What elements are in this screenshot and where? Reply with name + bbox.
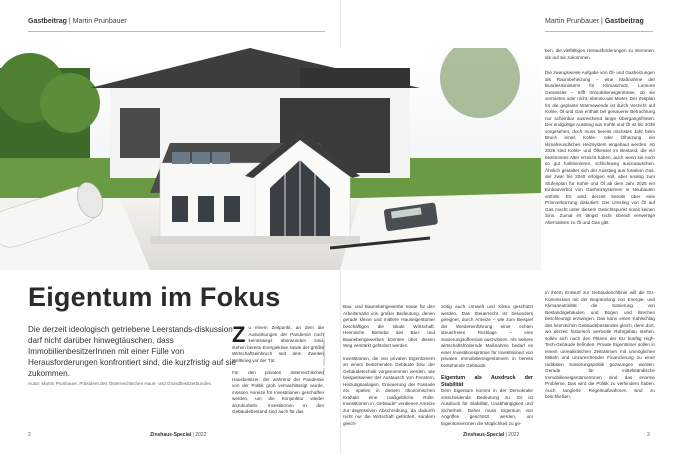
footer-magazine-name: Zinshaus-Special	[150, 432, 192, 438]
footer-page-number: 3	[647, 432, 650, 438]
left-column-1	[232, 325, 324, 425]
col2-paragraph-1: Bau- und Baunebengewerbe sowie für den Arbeitsmarkt von großer Bedeutung, denen gerade kleine und mittlere Hauseigentümer beschäftigen die lokale Wirtschaft. Heimische Betriebe des Bau- und Baunebengewerbes könnten über diesen Weg verstärkt gefördert werden.	[343, 304, 435, 348]
col1-paragraph-1: u einem Zeitpunkt, an dem die Auswirkungen der Pandemie noch keineswegs überwunden sind, stehen bereits Energiekrise sowie der größte Wirtschaftseinbruch seit dem Zweiten Weltkrieg vor der Tür.	[232, 325, 324, 363]
footer-page-number: 2	[28, 432, 31, 438]
header-section: Gastbeitrag	[604, 18, 644, 25]
right-header	[545, 18, 644, 25]
col3-paragraph-1: zeitig auch Umwelt und Klima geschützt werden. Das Steuerrecht ist besonders geeignet, durch Anreize – wie zum Beispiel der Wiedereinführung einer echten steuerfreien Rücklage – eine Sanierungsoffensive auszulösen. Als weitere wirtschaftsfördernde Maßnahme bedarf es einer Investitionsprämie für Investitionen von privaten Immobilieneigentümern in bereits bestehende Gebäude.	[441, 304, 533, 368]
col2-paragraph-2: Investitionen, die von privaten Eigentümern an einem bestehenden Gebäude bzw. der Gebäudetechnik vorgenommen werden, wie beispielsweise der Austausch von Fenstern, Heizungsanlagen, Erneuerung der Fassade etc. spielen in diesem ökonomischen Kraftakt eine maßgebliche Rolle. Investitionen in „Gebäude“ verdienen Anreize zur degressiven Abschreibung, da dadurch nicht nur die Wirtschaft gefördert, sondern gleich-	[343, 355, 435, 426]
right-column-2	[441, 304, 533, 428]
left-header	[28, 18, 127, 25]
header-author: Martin Prunbauer	[545, 18, 600, 25]
author-line: Autor: Martin Prunbauer, Präsident des Österreichischen Haus- und Grundbesitzerbundes	[28, 381, 211, 386]
article-title: Eigentum im Fokus	[28, 282, 281, 312]
footer-magazine	[463, 432, 519, 438]
house-illustration	[0, 48, 541, 270]
col-b-paragraph-1: In ihrem Entwurf zur Gebäuderichtlinie will die EU-Kommission mit der Begründung von Energie- und Klimaneutralität die Sanierung von Bestandsgebäuden und Bogen und Brechen beschleunigt erzwingen. Das kann einen Kahlschlag des heimischen Gebäudebestandes gleich, denn dort, wo derzeit historisch wertvolle Rührgebäu stehen, sollen sich nach den Plänen der EU künftig High-Tech-Gebäude befinden. Private Eigentümer sollen in einem unrealistischen Zeitrahmen mit unmöglichen Mitteln und unzureichender Finanzierung zu einer radikalen Sanierungspolitik gezwungen werden. Gerade für mittelständische ImmobilieneigentümerInnen sind das enorme Probleme. Das wird die Politik zu verhindern haben. Auch tangierte Regelmaßnahmen sind zu beschließen.	[545, 290, 655, 399]
right-column-1	[343, 304, 435, 428]
dropcap: Z	[232, 325, 246, 347]
col3-subheading: Eigentum als Ausdruck der Stabilität	[441, 375, 533, 388]
header-separator: |	[601, 18, 603, 25]
footer-year: 2022	[195, 432, 207, 438]
house-model-photo	[0, 48, 541, 270]
photo-credit: Foto: www.adobestock.com	[322, 332, 326, 375]
footer-year: 2022	[508, 432, 520, 438]
right-top-column	[545, 48, 655, 66]
header-author: Martin Prunbauer	[72, 18, 127, 25]
col3-paragraph-2: Dem Eigentum kommt in der Demokratie entscheidende Bedeutung zu. Es ist Ausdruck für Stabilität, Unabhängigkeit und Sicherheit. Daher muss Eigentum von Angriffen geschützt werden, um Eigentümerinnen die Möglichkeit zu ge-	[441, 388, 533, 426]
col-a-paragraph-1: Die zwangsweise Aufgabe von Öl- und Gasheizungen als Raumbeheizung – eine Maßnahme der Bundesministerin für Klimaschutz, Leonore Gewessler – trifft Immobilieneigentümer, ob sie vermieten oder nicht, ebenso wie Mieter. Der Zeitplan für die geplante Wärmewende ist durch Verzicht auf Kohle, Öl und Gas enthalt bei genauerer Betrachtung nur scheinbar ausreichend lange Übergangsfristen: Der endgültige Ausstieg aus Kohle und Öl ist bis 2035 vorgesehen, doch muss bereits nächstes Jahr beim Bruch eines Kohle- oder Ölheizung ein klimafreundliches Heizsystem eingebaut werden. Ab 2025 sind Kohle- und Ölkessel im Bestand, die ein bestimmtes Alter erreicht haben, auch wenn sie noch so gut funktionieren, schlichtweg auszutauschen. Ähnlich gestaltet sich der Ausstieg aus fossilem Gas, der zwar bis 2040 erfolgen soll, aber analog zum Stufenplan für Kohle und Öl ab dem Jahr 2025 ein Einbauverbot von Gasheizsystemen in Neubauten enthält. Es wird derzeit bereits über eine Priorverkürzung diskutiert. Der Umstieg von Öl auf Gas macht unter diesem Gesichtspunkt somit keinen Sinn. Zumal es längst nicht überall verwertige Alternativen zu Öl und Gas gibt.	[545, 70, 655, 225]
footer-separator: |	[505, 432, 507, 438]
footer-separator: |	[192, 432, 194, 438]
header-separator: |	[68, 18, 71, 25]
right-column-b	[545, 290, 655, 428]
left-footer-magazine	[150, 432, 206, 438]
top-paragraph: ben, die vielfältigen Herausforderungen zu stemmen, die auf sie zukommen.	[545, 48, 655, 60]
col1-paragraph-2: Für den privaten österreichischen Hausbesitzer, der während der Pandemie von der Politik grob vernachlässigt wurde, müssen Anreize für Investitionen geschaffen werden, um die Konjunktur wieder anzukurbeln. Investitionen in den Gebäudebestand sind auch für das	[232, 370, 324, 414]
article-lead: Die derzeit ideologisch getriebene Leerstands-diskussion darf nicht darüber hinwegtäuschen, dass ImmobilienbesitzerInnen mit einer Fülle von Herausforderungen konfrontiert sind, die kurzfristig auf sie zukommen.	[28, 325, 236, 378]
right-column-a	[545, 70, 655, 286]
header-rule	[545, 31, 653, 32]
footer-magazine-name: Zinshaus-Special	[463, 432, 505, 438]
header-section: Gastbeitrag	[28, 18, 67, 25]
header-rule	[28, 31, 325, 32]
